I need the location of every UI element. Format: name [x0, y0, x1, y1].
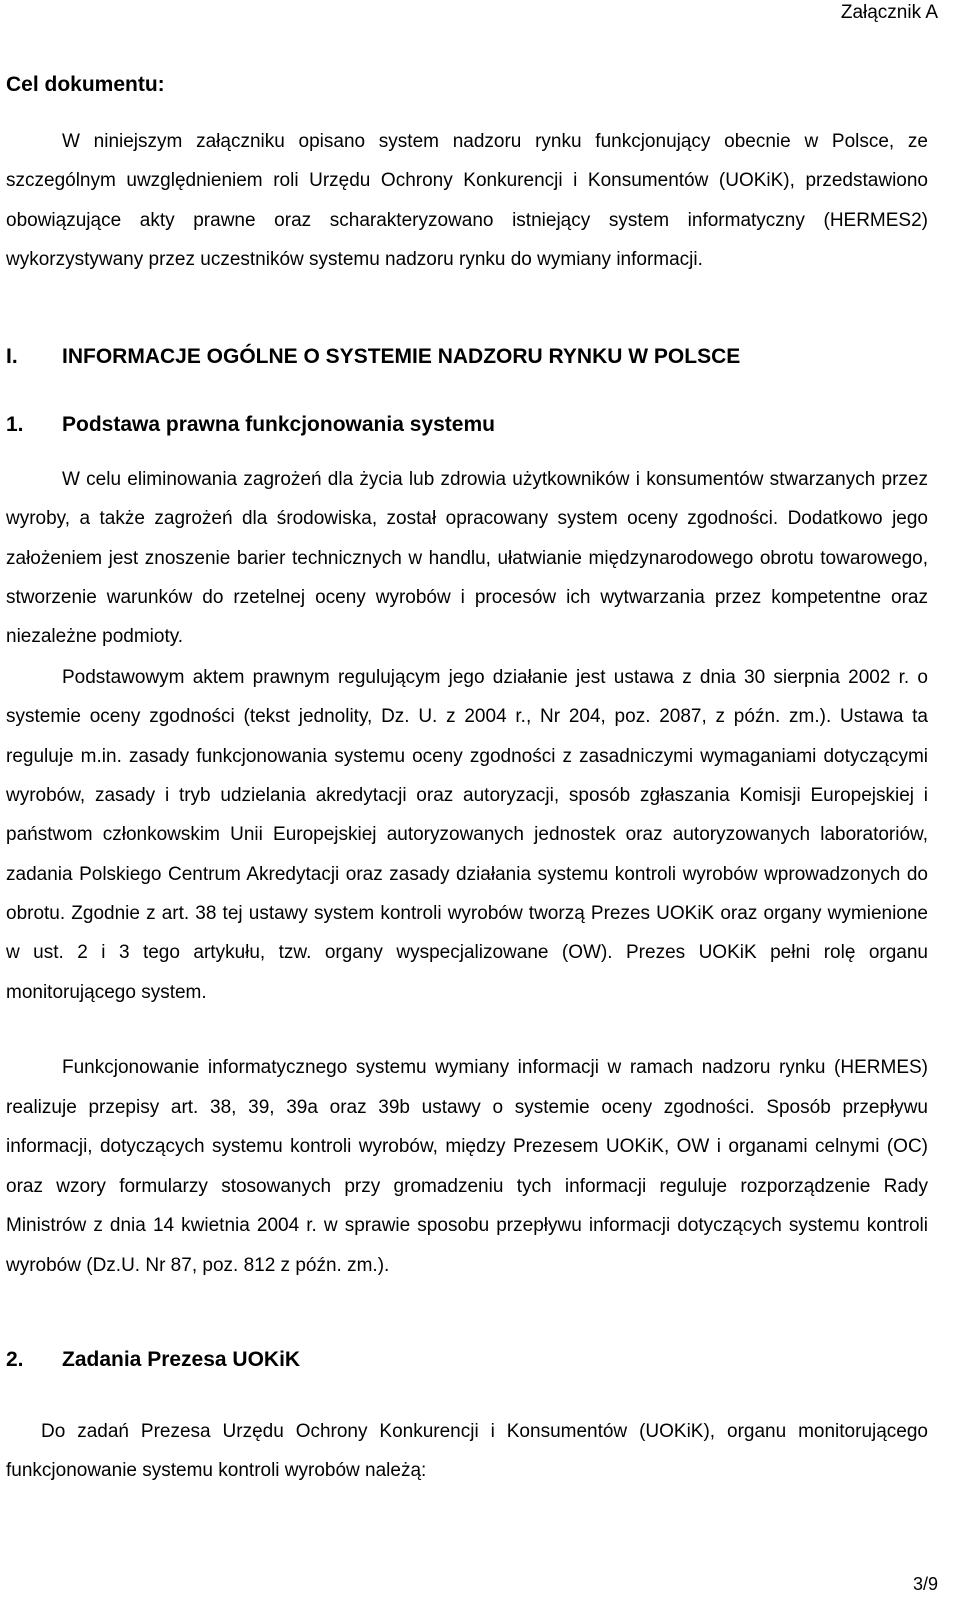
subsection-number: 2. — [6, 1348, 24, 1371]
subsection-title: Zadania Prezesa UOKiK — [62, 1348, 301, 1371]
subsection-number: 1. — [6, 413, 24, 436]
section-number: I. — [6, 345, 18, 368]
intro-paragraph: W niniejszym załączniku opisano system nadzoru rynku funkcjonujący obecnie w Polsce, ze szczególnym uwzględnieniem roli Urzędu Ochrony Konkurencji i Konsumentów (UOKiK), przedstawiono obowiązujące akty prawne oraz scharakteryzowano istniejący system informatyczny (HERMES2) wykorzystywany przez uczestników systemu nadzoru rynku do wymiany informacji. — [6, 131, 928, 270]
body-paragraph: Funkcjonowanie informatycznego systemu wymiany informacji w ramach nadzoru rynku (HERMES) realizuje przepisy art. 38, 39, 39a oraz 39b ustawy o systemie oceny zgodności. Sposób przepływu informacji, dotyczących systemu kontroli wyrobów, między Prezesem UOKiK, OW i organami celnymi (OC) oraz wzory formularzy stosowanych przy gromadzeniu tych informacji reguluje rozporządzenie Rady Ministrów z dnia 14 kwietnia 2004 r. w sprawie sposobu przepływu informacji dotyczących systemu kontroli wyrobów (Dz.U. Nr 87, poz. 812 z późn. zm.). — [6, 1057, 928, 1276]
body-paragraph: Do zadań Prezesa Urzędu Ochrony Konkurencji i Konsumentów (UOKiK), organu monitorującego funkcjonowanie systemu kontroli wyrobów należą: — [6, 1421, 928, 1481]
subsection-title: Podstawa prawna funkcjonowania systemu — [62, 413, 495, 436]
subsection-heading — [6, 411, 495, 439]
document-title: Cel dokumentu: — [6, 73, 165, 96]
section-title: INFORMACJE OGÓLNE O SYSTEMIE NADZORU RYNKU W POLSCE — [62, 345, 741, 368]
page-number: 3/9 — [912, 1574, 938, 1594]
section-heading — [6, 343, 740, 371]
body-paragraph: W celu eliminowania zagrożeń dla życia lub zdrowia użytkowników i konsumentów stwarzanych przez wyroby, a także zagrożeń dla środowiska, został opracowany system oceny zgodności. Dodatkowo jego założeniem jest znoszenie barier technicznych w handlu, ułatwianie międzynarodowego obrotu towarowego, stworzenie warunków do rzetelnej oceny wyrobów i procesów ich wytwarzania przez kompetentne oraz niezależne podmioty. — [6, 469, 928, 648]
body-paragraph: Podstawowym aktem prawnym regulującym jego działanie jest ustawa z dnia 30 sierpnia 2002 r. o systemie oceny zgodności (tekst jednolity, Dz. U. z 2004 r., Nr 204, poz. 2087, z późn. zm.). Ustawa ta reguluje m.in. zasady funkcjonowania systemu oceny zgodności z zasadniczymi wymaganiami dotyczącymi wyrobów, zasady i tryb udzielania akredytacji oraz autoryzacji, sposób zgłaszania Komisji Europejskiej i państwom członkowskim Unii Europejskiej autoryzowanych jednostek oraz autoryzowanych laboratoriów, zadania Polskiego Centrum Akredytacji oraz zasady działania systemu kontroli wyrobów wprowadzonych do obrotu. Zgodnie z art. 38 tej ustawy system kontroli wyrobów tworzą Prezes UOKiK oraz organy wymienione w ust. 2 i 3 tego artykułu, tzw. organy wyspecjalizowane (OW). Prezes UOKiK pełni rolę organu monitorującego system. — [6, 667, 928, 1003]
subsection-heading — [6, 1346, 300, 1374]
annex-label: Załącznik A — [840, 2, 938, 23]
